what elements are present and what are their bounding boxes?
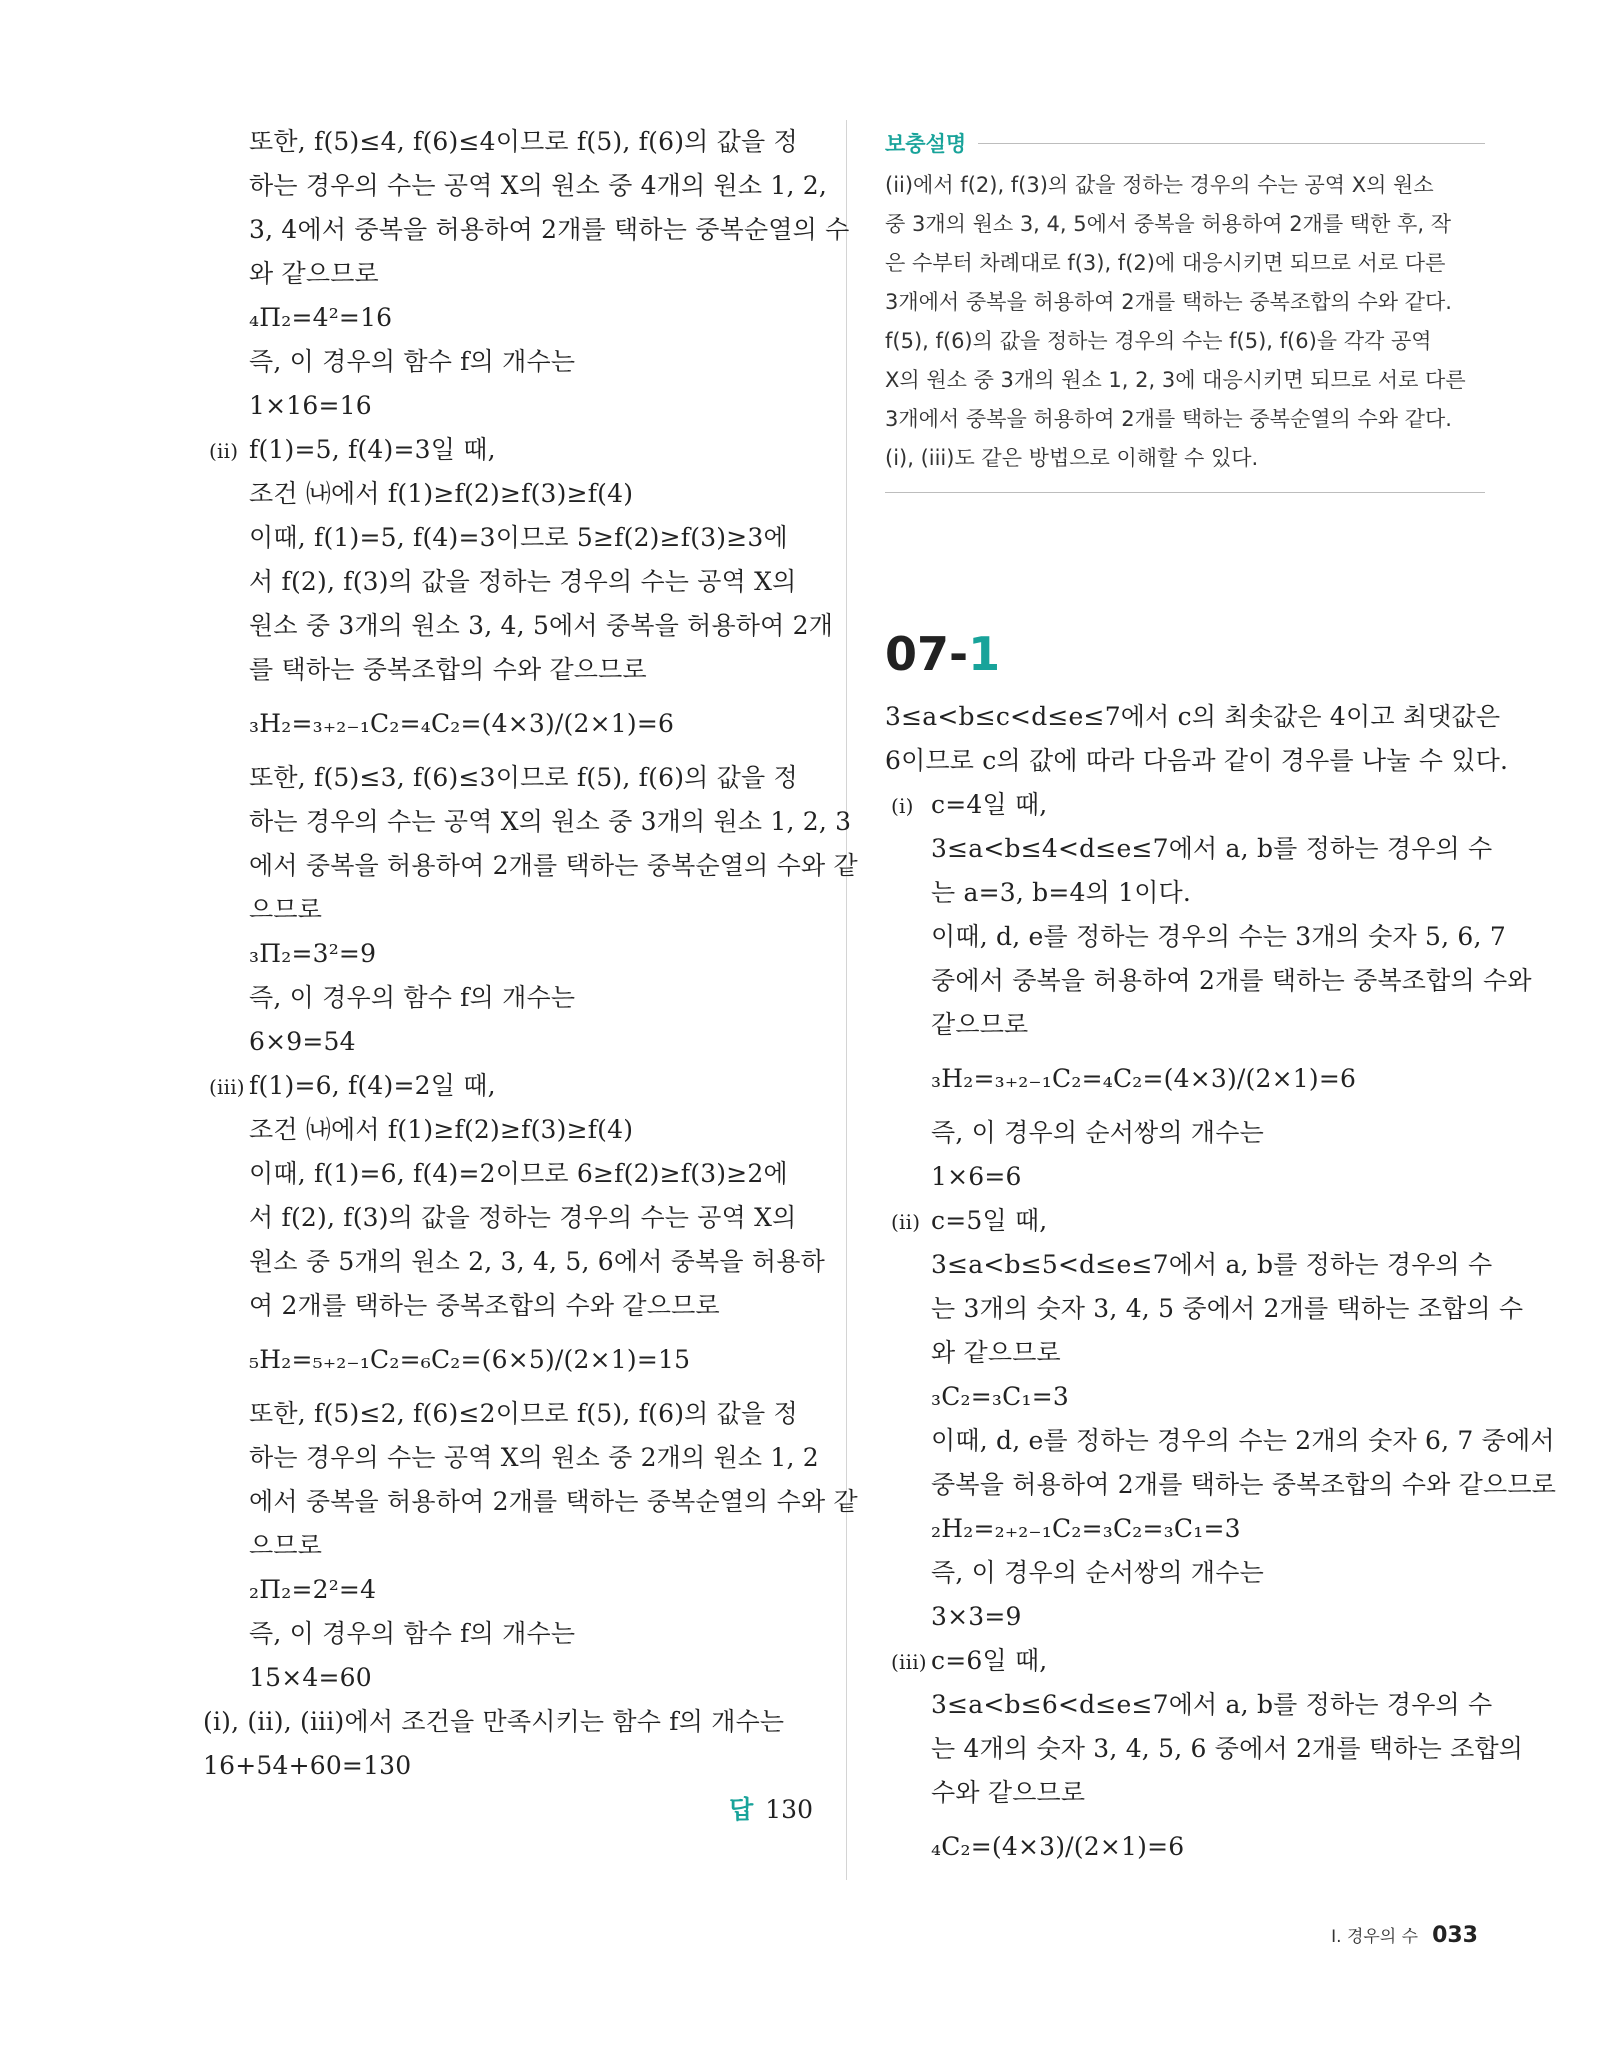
supplement-text (885, 166, 1485, 478)
line-text: 조건 ㈏에서 f(1)≥f(2)≥f(3)≥f(4) (249, 1115, 634, 1144)
line-text: 3×3=9 (931, 1602, 1022, 1631)
text-line (203, 164, 828, 208)
text-line (203, 1064, 813, 1108)
line-text: c=5일 때, (931, 1206, 1048, 1235)
supplement-header (885, 120, 1485, 166)
line-text: 원소 중 5개의 원소 2, 3, 4, 5, 6에서 중복을 허용하 (249, 1247, 825, 1276)
line-text: 와 같으므로 (931, 1338, 1061, 1367)
text-line (203, 384, 813, 428)
text-line (203, 888, 813, 932)
line-text: 중에서 중복을 허용하여 2개를 택하는 중복조합의 수와 (931, 966, 1532, 995)
line-text: 3≤a<b≤4<d≤e≤7에서 a, b를 정하는 경우의 수 (931, 834, 1493, 863)
text-line (203, 560, 813, 604)
case-marker: (i) (891, 794, 914, 818)
line-text: 에서 중복을 허용하여 2개를 택하는 중복순열의 수와 같 (249, 851, 858, 880)
text-line (885, 1639, 1485, 1683)
line-text: 여 2개를 택하는 중복조합의 수와 같으므로 (249, 1291, 720, 1320)
text-line (203, 296, 813, 340)
supplement-box (885, 120, 1485, 493)
line-text: ₅H₂=₅₊₂₋₁C₂=₆C₂=(6×5)/(2×1)=15 (249, 1345, 691, 1374)
supplement-line: 3개에서 중복을 허용하여 2개를 택하는 중복조합의 수와 같다. (885, 290, 1452, 314)
text-line (203, 800, 852, 844)
line-text: ₂Π₂=2²=4 (249, 1575, 377, 1604)
case-marker: (iii) (209, 1075, 245, 1099)
text-line (203, 1612, 813, 1656)
line-text: c=4일 때, (931, 790, 1048, 819)
supplement-line: 중 3개의 원소 3, 4, 5에서 중복을 허용하여 2개를 택한 후, 작 (885, 212, 1451, 236)
text-line (885, 1199, 1485, 1243)
line-text: 6이므로 c의 값에 따라 다음과 같이 경우를 나눌 수 있다. (885, 746, 1509, 775)
line-text: ₄C₂=(4×3)/(2×1)=6 (931, 1832, 1185, 1861)
line-text: 으므로 (249, 1531, 323, 1560)
line-text: ₃H₂=₃₊₂₋₁C₂=₄C₂=(4×3)/(2×1)=6 (249, 709, 675, 738)
line-text: 이때, f(1)=5, f(4)=3이므로 5≥f(2)≥f(3)≥3에 (249, 523, 788, 552)
page-footer (1331, 1920, 1478, 1952)
text-line (203, 1152, 813, 1196)
supplement-title: 보충설명 (885, 132, 967, 156)
text-line (203, 252, 813, 296)
text-line (885, 1463, 1557, 1507)
case-marker: (ii) (891, 1210, 921, 1234)
left-column (203, 120, 858, 1832)
text-line (885, 1683, 1493, 1727)
text-line (203, 976, 813, 1020)
case-marker: (ii) (209, 439, 239, 463)
text-line (885, 739, 1509, 783)
text-line (885, 1331, 1485, 1375)
text-line (203, 932, 813, 976)
line-text: 3≤a<b≤c<d≤e≤7에서 c의 최솟값은 4이고 최댓값은 (885, 702, 1501, 731)
text-line (203, 1656, 813, 1700)
text-line (885, 1419, 1555, 1463)
text-line (885, 871, 1485, 915)
line-text: 이때, d, e를 정하는 경우의 수는 2개의 숫자 6, 7 중에서 (931, 1426, 1555, 1455)
text-line (203, 120, 813, 164)
answer-value: 130 (765, 1795, 813, 1824)
text-line (203, 1284, 813, 1328)
text-line (203, 1524, 813, 1568)
line-text: 또한, f(5)≤4, f(6)≤4이므로 f(5), f(6)의 값을 정 (249, 127, 798, 156)
line-text: 1×16=16 (249, 391, 372, 420)
line-text: 하는 경우의 수는 공역 X의 원소 중 2개의 원소 1, 2 (249, 1443, 819, 1472)
text-line (203, 472, 813, 516)
line-text: 수와 같으므로 (931, 1778, 1086, 1807)
line-text: 하는 경우의 수는 공역 X의 원소 중 3개의 원소 1, 2, 3 (249, 807, 852, 836)
text-line (203, 1568, 813, 1612)
text-line (203, 1196, 813, 1240)
text-line (203, 428, 813, 472)
page-number: 033 (1432, 1923, 1478, 1948)
footer-chapter: I. 경우의 수 (1331, 1927, 1419, 1947)
line-text: f(1)=6, f(4)=2일 때, (249, 1071, 496, 1100)
line-text: 즉, 이 경우의 순서쌍의 개수는 (931, 1558, 1264, 1587)
line-text: 서 f(2), f(3)의 값을 정하는 경우의 수는 공역 X의 (249, 567, 797, 596)
line-text: 원소 중 3개의 원소 3, 4, 5에서 중복을 허용하여 2개 (249, 611, 834, 640)
text-line (885, 1595, 1485, 1639)
text-line (203, 1240, 825, 1284)
text-line (885, 1727, 1524, 1771)
text-line (203, 1108, 813, 1152)
text-line (885, 783, 1485, 827)
line-text: f(1)=5, f(4)=3일 때, (249, 435, 496, 464)
line-text: 는 3개의 숫자 3, 4, 5 중에서 2개를 택하는 조합의 수 (931, 1294, 1524, 1323)
line-text: 조건 ㈏에서 f(1)≥f(2)≥f(3)≥f(4) (249, 479, 634, 508)
text-line (885, 1551, 1485, 1595)
line-text: (i), (ii), (iii)에서 조건을 만족시키는 함수 f의 개수는 (203, 1707, 785, 1736)
text-line (885, 827, 1493, 871)
text-line (203, 1392, 813, 1436)
line-text: 16+54+60=130 (203, 1751, 412, 1780)
line-text: ₃H₂=₃₊₂₋₁C₂=₄C₂=(4×3)/(2×1)=6 (931, 1064, 1357, 1093)
text-line (203, 756, 813, 800)
right-column (885, 120, 1557, 1879)
text-line (203, 1744, 813, 1788)
line-text: 를 택하는 중복조합의 수와 같으므로 (249, 655, 647, 684)
text-line (885, 1287, 1524, 1331)
text-line (203, 516, 813, 560)
text-line (885, 1003, 1485, 1047)
left-solution-text (203, 120, 858, 1788)
text-line (885, 1155, 1485, 1199)
line-text: ₂H₂=₂₊₂₋₁C₂=₃C₂=₃C₁=3 (931, 1514, 1241, 1543)
line-text: 와 같으므로 (249, 259, 379, 288)
text-line (203, 1436, 819, 1480)
line-text: 는 4개의 숫자 3, 4, 5, 6 중에서 2개를 택하는 조합의 (931, 1734, 1524, 1763)
text-line (885, 959, 1532, 1003)
line-text: 으므로 (249, 895, 323, 924)
formula-line (885, 1047, 1485, 1111)
line-text: 하는 경우의 수는 공역 X의 원소 중 4개의 원소 1, 2, (249, 171, 828, 200)
text-line (885, 695, 1501, 739)
case-marker: (iii) (891, 1650, 927, 1674)
line-text: 3≤a<b≤6<d≤e≤7에서 a, b를 정하는 경우의 수 (931, 1690, 1493, 1719)
text-line (885, 915, 1506, 959)
text-line (203, 1700, 813, 1744)
supplement-line: f(5), f(6)의 값을 정하는 경우의 수는 f(5), f(6)을 각각 공역 (885, 329, 1432, 353)
answer-label: 답 (729, 1795, 754, 1824)
line-text: 3≤a<b≤5<d≤e≤7에서 a, b를 정하는 경우의 수 (931, 1250, 1493, 1279)
text-line (203, 208, 850, 252)
supplement-rule (978, 143, 1485, 144)
line-text: 즉, 이 경우의 함수 f의 개수는 (249, 1619, 576, 1648)
supplement-bottom-rule (885, 492, 1485, 493)
supplement-line: 3개에서 중복을 허용하여 2개를 택하는 중복순열의 수와 같다. (885, 407, 1452, 431)
line-text: 이때, d, e를 정하는 경우의 수는 3개의 숫자 5, 6, 7 (931, 922, 1506, 951)
line-text: 는 a=3, b=4의 1이다. (931, 878, 1192, 907)
line-text: 1×6=6 (931, 1162, 1022, 1191)
line-text: 즉, 이 경우의 함수 f의 개수는 (249, 983, 576, 1012)
section-subnumber: 1 (968, 627, 1001, 681)
text-line (203, 648, 813, 692)
right-solution-text (885, 695, 1557, 1879)
formula-line (885, 1815, 1485, 1879)
line-text: 에서 중복을 허용하여 2개를 택하는 중복순열의 수와 같 (249, 1487, 858, 1516)
answer-line (203, 1788, 813, 1832)
line-text: ₃Π₂=3²=9 (249, 939, 377, 968)
text-line (885, 1111, 1485, 1155)
formula-line (203, 692, 813, 756)
line-text: ₄Π₂=4²=16 (249, 303, 393, 332)
supplement-line: X의 원소 중 3개의 원소 1, 2, 3에 대응시키면 되므로 서로 다른 (885, 368, 1466, 392)
line-text: 또한, f(5)≤3, f(6)≤3이므로 f(5), f(6)의 값을 정 (249, 763, 798, 792)
line-text: 또한, f(5)≤2, f(6)≤2이므로 f(5), f(6)의 값을 정 (249, 1399, 798, 1428)
text-line (885, 1507, 1485, 1551)
text-line (885, 1771, 1485, 1815)
formula-line (203, 1328, 813, 1392)
line-text: 서 f(2), f(3)의 값을 정하는 경우의 수는 공역 X의 (249, 1203, 797, 1232)
text-line (885, 1375, 1485, 1419)
text-line (203, 1480, 858, 1524)
section-title (885, 613, 1485, 695)
line-text: 이때, f(1)=6, f(4)=2이므로 6≥f(2)≥f(3)≥2에 (249, 1159, 788, 1188)
text-line (885, 1243, 1493, 1287)
line-text: 즉, 이 경우의 순서쌍의 개수는 (931, 1118, 1264, 1147)
line-text: 같으므로 (931, 1010, 1029, 1039)
line-text: ₃C₂=₃C₁=3 (931, 1382, 1069, 1411)
line-text: 6×9=54 (249, 1027, 356, 1056)
text-line (203, 844, 858, 888)
supplement-line: (i), (iii)도 같은 방법으로 이해할 수 있다. (885, 446, 1259, 470)
line-text: 15×4=60 (249, 1663, 372, 1692)
section-number: 07- (885, 627, 969, 681)
line-text: 3, 4에서 중복을 허용하여 2개를 택하는 중복순열의 수 (249, 215, 850, 244)
line-text: c=6일 때, (931, 1646, 1048, 1675)
text-line (203, 604, 834, 648)
text-line (203, 1020, 813, 1064)
line-text: 즉, 이 경우의 함수 f의 개수는 (249, 347, 576, 376)
supplement-line: 은 수부터 차례대로 f(3), f(2)에 대응시키면 되므로 서로 다른 (885, 251, 1446, 275)
line-text: 중복을 허용하여 2개를 택하는 중복조합의 수와 같으므로 (931, 1470, 1557, 1499)
column-divider (846, 120, 847, 1880)
supplement-line: (ii)에서 f(2), f(3)의 값을 정하는 경우의 수는 공역 X의 원소 (885, 173, 1434, 197)
text-line (203, 340, 813, 384)
